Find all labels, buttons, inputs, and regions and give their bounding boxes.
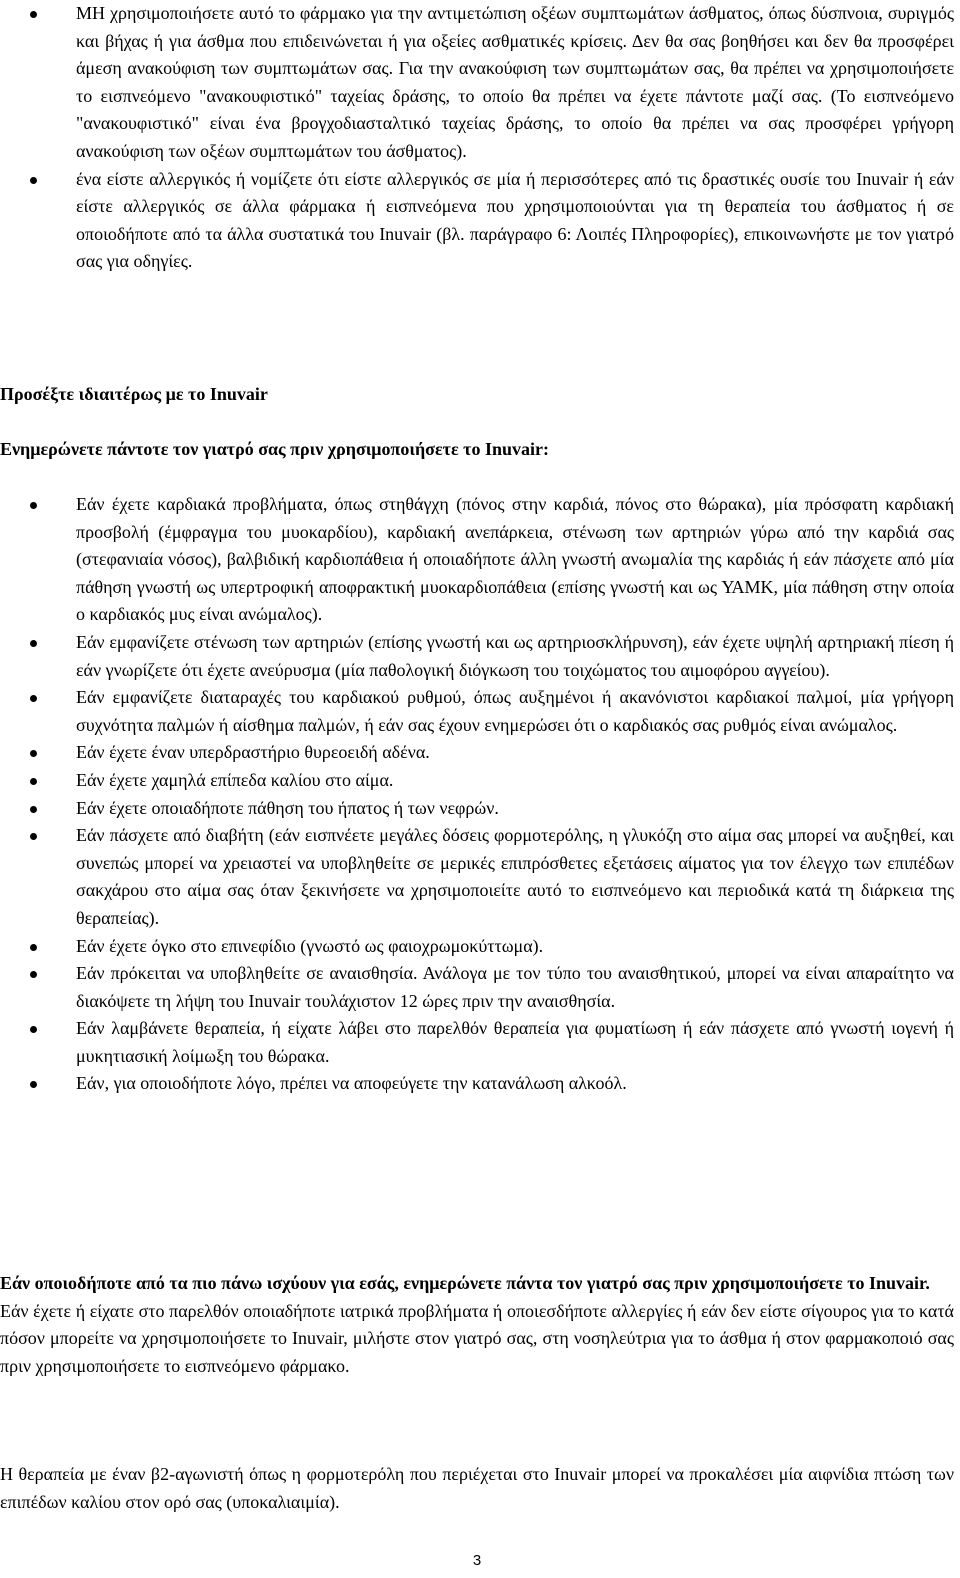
bullet-icon bbox=[30, 502, 37, 509]
warning-list bbox=[0, 0, 954, 276]
section-heading-inform-doctor: Ενημερώνετε πάντοτε τον γιατρό σας πριν χρησιμοποιήσετε το Inuvair: bbox=[0, 439, 549, 459]
bullet-icon bbox=[30, 1026, 37, 1033]
list-item-text: Εάν έχετε έναν υπερδραστήριο θυρεοειδή αδένα. bbox=[76, 742, 430, 763]
bullet-icon bbox=[30, 971, 37, 978]
list-item-text: ΜΗ χρησιμοποιήσετε αυτό το φάρμακο για την αντιμετώπιση οξέων συμπτωμάτων άσθματος, όπως δύσπνοια, συριγμός και βήχας ή για άσθμα που επιδεινώνεται ή για οξείες ασθματικές κρίσεις. Δεν θα σας βοηθήσει και δεν θα προσφέρει άμεση ανακούφιση των συμπτωμάτων σας. Για την ανακούφιση των συμπτωμάτων σας, θα πρέπει να χρησιμοποιήσετε το εισπνεόμενο "ανακουφιστικό" ταχείας δράσης, το οποίο θα πρέπει να έχετε πάντοτε μαζί σας. (Το εισπνεόμενο "ανακουφιστικό" είναι ένα βρογχοδιασταλτικό ταχείας δράσης, το οποίο θα πρέπει να σας προσφέρει γρήγορη ανακούφιση των οξέων συμπτωμάτων του άσθματος). bbox=[76, 3, 954, 161]
list-item bbox=[0, 629, 954, 684]
list-item bbox=[0, 166, 954, 276]
bullet-icon bbox=[30, 1081, 37, 1088]
list-item-text: Εάν έχετε χαμηλά επίπεδα καλίου στο αίμα. bbox=[76, 769, 394, 790]
list-item-text: Εάν πρόκειται να υποβληθείτε σε αναισθησία. Ανάλογα με τον τύπο του αναισθητικού, μπορεί να είναι απαραίτητο να διακόψετε τη λήψη του Inuvair τουλάχιστον 12 ώρες πριν την αναισθησία. bbox=[76, 963, 954, 1011]
list-item-text: Εάν λαμβάνετε θεραπεία, ή είχατε λάβει στο παρελθόν θεραπεία για φυματίωση ή εάν πάσχετε από γνωστή ιογενή ή μυκητιασική λοίμωξη του θώρακα. bbox=[76, 1018, 954, 1066]
list-item-text: Εάν, για οποιοδήποτε λόγο, πρέπει να αποφεύγετε την κατανάλωση αλκοόλ. bbox=[76, 1073, 627, 1094]
bullet-icon bbox=[30, 778, 37, 785]
section-heading-careful: Προσέξτε ιδιαιτέρως με το Inuvair bbox=[0, 384, 268, 404]
hypokalaemia-paragraph: Η θεραπεία με έναν β2-αγωνιστή όπως η φορμοτερόλη που περιέχεται στο Inuvair μπορεί να προκαλέσει μία αιφνίδια πτώση των επιπέδων καλίου στον ορό σας (υποκαλιαιμία). bbox=[0, 1464, 954, 1512]
list-item-text: Εάν εμφανίζετε διαταραχές του καρδιακού ρυθμού, όπως αυξημένοι ή ακανόνιστοι καρδιακοί παλμοί, μία γρήγορη συχνότητα παλμών ή αίσθημα παλμών, ή εάν σας έχουν ενημερώσει ότι ο καρδιακός σας ρυθμός είναι ανώμαλος. bbox=[76, 687, 954, 735]
list-item-text: Εάν έχετε οποιαδήποτε πάθηση του ήπατος ή των νεφρών. bbox=[76, 797, 499, 818]
summary-paragraph bbox=[0, 1270, 954, 1380]
bullet-icon bbox=[30, 944, 37, 951]
list-item bbox=[0, 795, 954, 823]
list-item-text: Εάν πάσχετε από διαβήτη (εάν εισπνέετε μεγάλες δόσεις φορμοτερόλης, η γλυκόζη στο αίμα σας μπορεί να αυξηθεί, και συνεπώς μπορεί να χρειαστεί να υποβληθείτε σε μερικές επιπρόσθετες εξετάσεις αίματος για τον έλεγχο των επιπέδων σακχάρου στο αίμα σας όταν ξεκινήσετε να χρησιμοποιείτε αυτό το εισπνεόμενο και περιοδικά κατά τη διάρκεια της θεραπείας). bbox=[76, 825, 954, 928]
list-item bbox=[0, 1070, 954, 1098]
list-item-text: ένα είστε αλλεργικός ή νομίζετε ότι είστε αλλεργικός σε μία ή περισσότερες από τις δραστικές ουσίε του Inuvair ή εάν είστε αλλεργικός σε άλλα φάρμακα ή εισπνεόμενα που χρησιμοποιούνται για τη θεραπεία του άσθματος ή σε οποιοδήποτε από τα άλλα συστατικά του Inuvair (βλ. παράγραφο 6: Λοιπές Πληροφορίες), επικοινωνήστε με τον γιατρό σας για οδηγίες. bbox=[76, 168, 954, 272]
list-item bbox=[0, 684, 954, 739]
list-item-text: Εάν εμφανίζετε στένωση των αρτηριών (επίσης γνωστή και ως αρτηριοσκλήρυνση), εάν έχετε υψηλή αρτηριακή πίεση ή εάν γνωρίζετε ότι έχετε ανεύρυσμα (μία παθολογική διόγκωση του τοιχώματος του αιμοφόρου αγγείου). bbox=[76, 631, 954, 680]
bullet-icon bbox=[30, 695, 37, 702]
bullet-icon bbox=[30, 11, 37, 18]
conditions-list bbox=[0, 491, 954, 1098]
list-item-text: Εάν έχετε όγκο στο επινεφίδιο (γνωστό ως φαιοχρωμοκύττωμα). bbox=[76, 935, 544, 956]
list-item bbox=[0, 0, 954, 166]
list-item bbox=[0, 822, 954, 932]
bullet-icon bbox=[30, 640, 37, 647]
summary-text: Εάν έχετε ή είχατε στο παρελθόν οποιαδήποτε ιατρικά προβλήματα ή οποιεσδήποτε αλλεργίες ή εάν δεν είστε σίγουρος για το κατά πόσον μπορείτε να χρησιμοποιήσετε το Inuvair, μιλήστε στον γιατρό σας, στη νοσηλεύτρια για το άσθμα ή στον φαρμακοποιό σας πριν χρησιμοποιήσετε το εισπνεόμενο φάρμακο. bbox=[0, 1300, 954, 1376]
bullet-icon bbox=[30, 806, 37, 813]
bullet-icon bbox=[30, 750, 37, 757]
list-item-text: Εάν έχετε καρδιακά προβλήματα, όπως στηθάγχη (πόνος στην καρδιά, πόνος στο θώρακα), μία πρόσφατη καρδιακή προσβολή (έμφραγμα του μυοκαρδίου), καρδιακή ανεπάρκεια, στένωση των αρτηριών γύρω από την καρδιά σας (στεφανιαία νόσος), βαλβιδική καρδιοπάθεια ή οποιαδήποτε άλλη γνωστή ανωμαλία της καρδιάς ή εάν πάσχετε από μία πάθηση γνωστή ως υπερτροφική αποφρακτική μυοκαρδιοπάθεια (επίσης γνωστή και ως ΥΑΜΚ, μία πάθηση στην οποία ο καρδιακός μυς είναι ανώμαλος). bbox=[76, 494, 954, 625]
list-item bbox=[0, 767, 954, 795]
list-item bbox=[0, 933, 954, 961]
summary-bold-notice: Εάν οποιοδήποτε από τα πιο πάνω ισχύουν για εσάς, ενημερώνετε πάντα τον γιατρό σας πριν χρησιμοποιήσετε το Inuvair. bbox=[0, 1273, 930, 1293]
list-item bbox=[0, 960, 954, 1015]
bullet-icon bbox=[30, 177, 37, 184]
bullet-icon bbox=[30, 833, 37, 840]
list-item bbox=[0, 1015, 954, 1070]
page-number: 3 bbox=[472, 1552, 482, 1569]
list-item bbox=[0, 491, 954, 629]
list-item bbox=[0, 739, 954, 767]
